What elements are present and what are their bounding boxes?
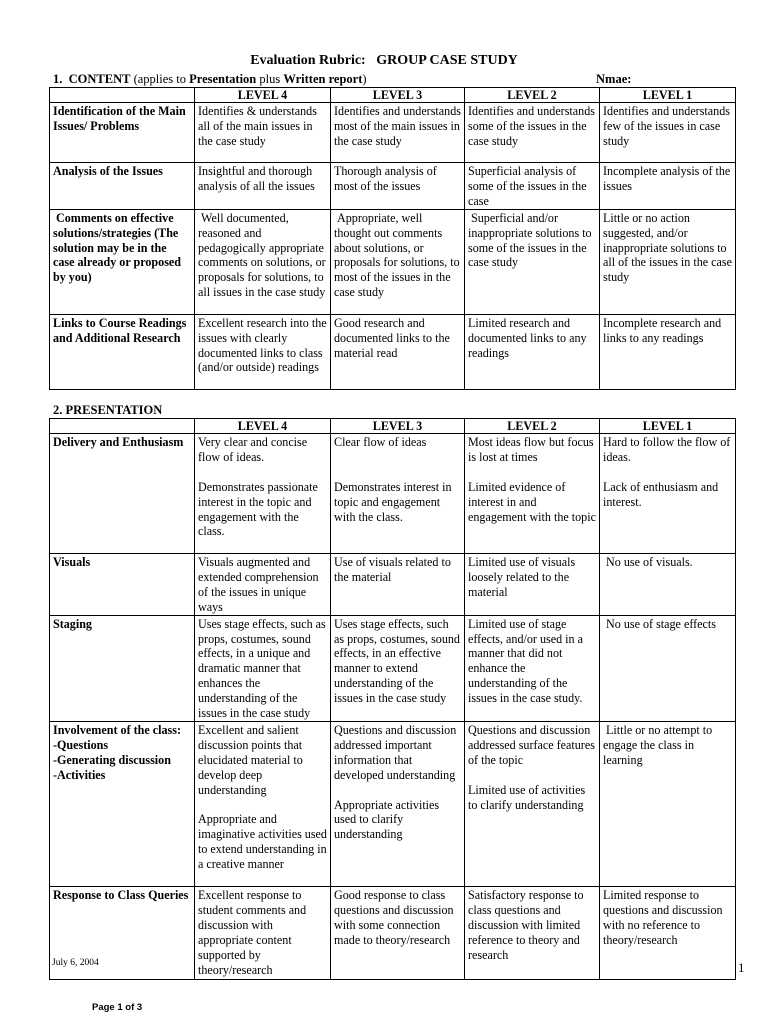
criterion-cell: Response to Class Queries xyxy=(50,886,195,979)
rubric-cell: Superficial analysis of some of the issues in the case xyxy=(465,163,600,210)
rubric-cell: No use of visuals. xyxy=(600,554,736,616)
rubric-cell: Excellent research into the issues with clearly documented links to class (and/or outside) readings xyxy=(195,314,331,389)
criterion-cell: Delivery and Enthusiasm xyxy=(50,434,195,554)
level-header: LEVEL 4 xyxy=(195,88,331,103)
table-row xyxy=(50,163,736,210)
level-header: LEVEL 4 xyxy=(195,419,331,434)
rubric-cell: Excellent and salient discussion points that elucidated material to develop deep understanding Appropriate and imaginative activities used to extend understanding in a creative manner xyxy=(195,721,331,886)
section2-heading: 2. PRESENTATION xyxy=(53,403,163,417)
level-header: LEVEL 1 xyxy=(600,88,736,103)
document-title: Evaluation Rubric: GROUP CASE STUDY xyxy=(250,53,518,68)
table-row xyxy=(50,209,736,314)
rubric-cell: Limited response to questions and discussion with no reference to theory/research xyxy=(600,886,736,979)
rubric-cell: Good research and documented links to the material read xyxy=(331,314,465,389)
table-row xyxy=(50,434,736,554)
rubric-cell: Good response to class questions and discussion with some connection made to theory/research xyxy=(331,886,465,979)
rubric-cell: Incomplete research and links to any readings xyxy=(600,314,736,389)
page-number-mark: 1 xyxy=(738,960,745,975)
rubric-cell: Well documented, reasoned and pedagogically appropriate comments on solutions, or proposals for solutions, to all issues in the case study xyxy=(195,209,331,314)
rubric-cell: Limited use of visuals loosely related to the material xyxy=(465,554,600,616)
criterion-cell: Visuals xyxy=(50,554,195,616)
rubric-cell: Little or no action suggested, and/or inappropriate solutions to all of the issues in the case study xyxy=(600,209,736,314)
table-row xyxy=(50,314,736,389)
rubric-cell: Identifies and understands most of the main issues in the case study xyxy=(331,103,465,163)
level-header: LEVEL 3 xyxy=(331,88,465,103)
section1-heading: 1. CONTENT (applies to Presentation plus Written report) xyxy=(53,72,367,86)
level-header: LEVEL 2 xyxy=(465,88,600,103)
rubric-cell: Questions and discussion addressed surface features of the topic Limited use of activities to clarify understanding xyxy=(465,721,600,886)
rubric-cell: Satisfactory response to class questions and discussion with limited reference to theory and research xyxy=(465,886,600,979)
rubric-cell: Thorough analysis of most of the issues xyxy=(331,163,465,210)
table-row xyxy=(50,103,736,163)
table-header-row xyxy=(50,88,736,103)
rubric-cell: No use of stage effects xyxy=(600,615,736,721)
header-blank-cell xyxy=(50,88,195,103)
table-row xyxy=(50,886,736,979)
rubric-cell: Incomplete analysis of the issues xyxy=(600,163,736,210)
rubric-cell: Use of visuals related to the material xyxy=(331,554,465,616)
rubric-cell: Questions and discussion addressed important information that developed understanding Appropriate activities used to clarify understanding xyxy=(331,721,465,886)
rubric-cell: Uses stage effects, such as props, costumes, sound effects, in an effective manner to extend understanding of the issues in the case study xyxy=(331,615,465,721)
rubric-cell: Appropriate, well thought out comments about solutions, or proposals for solutions, to most of the issues in the case study xyxy=(331,209,465,314)
rubric-cell: Uses stage effects, such as props, costumes, sound effects, in a unique and dramatic manner that enhances the understanding of the issues in the case study xyxy=(195,615,331,721)
criterion-cell: Analysis of the Issues xyxy=(50,163,195,210)
table-row xyxy=(50,615,736,721)
rubric-cell: Identifies and understands some of the issues in the case study xyxy=(465,103,600,163)
rubric-cell: Identifies and understands few of the issues in case study xyxy=(600,103,736,163)
criterion-cell: Comments on effective solutions/strategies (The solution may be in the case already or proposed by you) xyxy=(50,209,195,314)
rubric-cell: Superficial and/or inappropriate solutions to some of the issues in the case study xyxy=(465,209,600,314)
rubric-cell: Clear flow of ideas Demonstrates interest in topic and engagement with the class. xyxy=(331,434,465,554)
presentation-rubric-table xyxy=(49,418,736,980)
table-header-row xyxy=(50,419,736,434)
rubric-cell: Hard to follow the flow of ideas. Lack of enthusiasm and interest. xyxy=(600,434,736,554)
header-blank-cell xyxy=(50,419,195,434)
rubric-cell: Most ideas flow but focus is lost at times Limited evidence of interest in and engagement with the topic xyxy=(465,434,600,554)
rubric-cell: Limited use of stage effects, and/or used in a manner that did not enhance the understanding of the issues in the case study. xyxy=(465,615,600,721)
level-header: LEVEL 1 xyxy=(600,419,736,434)
name-field-label: Nmae: xyxy=(596,72,632,86)
rubric-cell: Limited research and documented links to any readings xyxy=(465,314,600,389)
table-row xyxy=(50,554,736,616)
page-footer: Page 1 of 3 xyxy=(92,1002,143,1013)
rubric-cell: Very clear and concise flow of ideas. Demonstrates passionate interest in the topic and engagement with the class. xyxy=(195,434,331,554)
criterion-cell: Involvement of the class: -Questions -Generating discussion -Activities xyxy=(50,721,195,886)
rubric-cell: Little or no attempt to engage the class in learning xyxy=(600,721,736,886)
level-header: LEVEL 2 xyxy=(465,419,600,434)
rubric-cell: Excellent response to student comments and discussion with appropriate content supported by theory/research xyxy=(195,886,331,979)
content-rubric-table xyxy=(49,87,736,390)
level-header: LEVEL 3 xyxy=(331,419,465,434)
table-row xyxy=(50,721,736,886)
footer-date: July 6, 2004 xyxy=(52,958,99,968)
rubric-cell: Visuals augmented and extended comprehension of the issues in unique ways xyxy=(195,554,331,616)
criterion-cell: Staging xyxy=(50,615,195,721)
criterion-cell: Identification of the Main Issues/ Problems xyxy=(50,103,195,163)
rubric-cell: Insightful and thorough analysis of all the issues xyxy=(195,163,331,210)
rubric-cell: Identifies & understands all of the main issues in the case study xyxy=(195,103,331,163)
criterion-cell: Links to Course Readings and Additional Research xyxy=(50,314,195,389)
